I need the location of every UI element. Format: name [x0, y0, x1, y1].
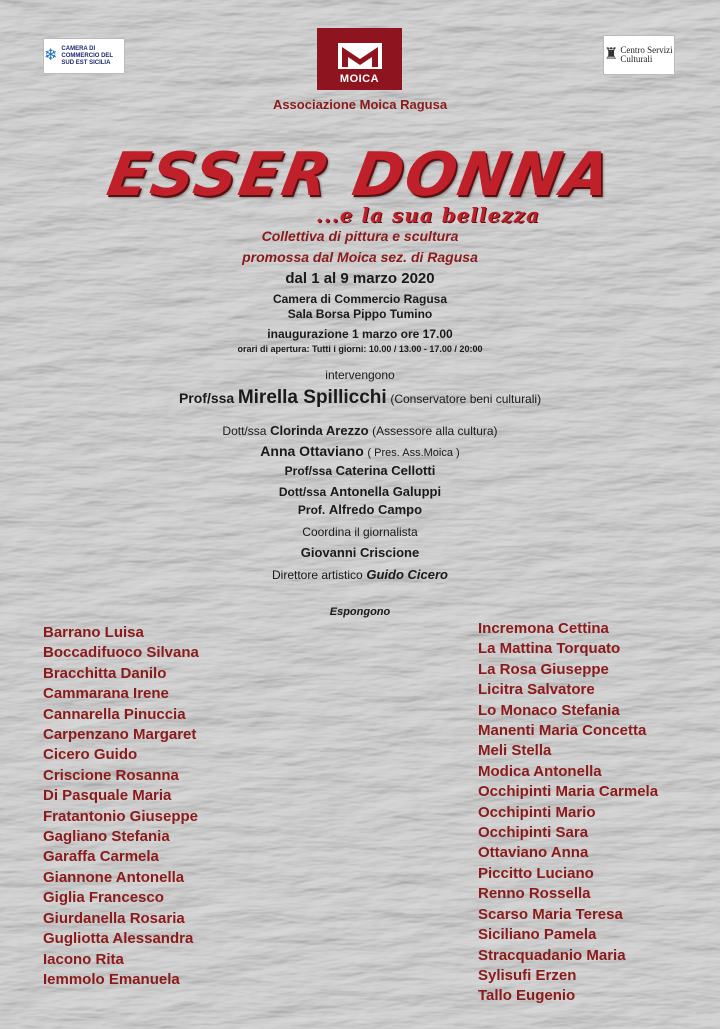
- speaker-title: Prof/ssa: [178, 390, 235, 406]
- exhibitor-name: Iemmolo Emanuela: [43, 970, 180, 988]
- association-name: Associazione Moica Ragusa: [272, 97, 448, 112]
- speaker-name: Caterina Cellotti: [335, 463, 436, 478]
- exhibitor-name: Cammarana Irene: [43, 685, 169, 703]
- exhibitor-name: Cicero Guido: [43, 746, 138, 764]
- chamber-logo-text: CAMERA DI COMMERCIO DEL SUD EST SICILIA: [61, 45, 113, 66]
- exhibitor-name: Sylisufi Erzen: [478, 966, 577, 984]
- inauguration-time: inaugurazione 1 marzo ore 17.00: [267, 327, 453, 341]
- speaker-title: Prof/ssa: [284, 464, 333, 478]
- director-name: Guido Cicero: [366, 567, 448, 582]
- intro-line-2: promossa dal Moica sez. di Ragusa: [242, 249, 478, 265]
- artistic-director: [0, 567, 720, 582]
- centro-servizi-culturali-logo: [603, 35, 675, 75]
- exhibitor-name: La Mattina Torquato: [478, 640, 621, 658]
- exhibitor-name: Boccadifuoco Silvana: [43, 644, 199, 662]
- exhibitor-name: Modica Antonella: [478, 762, 602, 780]
- exhibitor-name: Fratantonio Giuseppe: [43, 807, 199, 825]
- speaker-name: Alfredo Campo: [328, 502, 423, 517]
- exhibitor-name: Giurdanella Rosaria: [43, 909, 185, 927]
- director-label: Direttore artistico: [272, 568, 363, 582]
- speaker-4: [0, 484, 720, 499]
- venue-line-1: Camera di Commercio Ragusa: [272, 292, 448, 306]
- speaker-title: Prof.: [297, 503, 326, 517]
- speaker-title: Dott/ssa: [222, 424, 267, 438]
- exhibitor-name: Bracchitta Danilo: [43, 664, 167, 682]
- chamber-of-commerce-logo: [43, 38, 125, 74]
- speaker-role: ( Pres. Ass.Moica ): [367, 447, 460, 459]
- exhibitor-name: La Rosa Giuseppe: [478, 660, 609, 678]
- exhibitor-name: Cannarella Pinuccia: [43, 705, 186, 723]
- column-icon: ♜: [604, 46, 619, 63]
- exhibitor-name: Barrano Luisa: [43, 624, 144, 641]
- exhibitor-name: Gugliotta Alessandra: [43, 930, 194, 948]
- exhibitor-name: Piccitto Luciano: [478, 864, 594, 882]
- exhibitor-name: Renno Rossella: [478, 885, 591, 903]
- speaker-2: [0, 443, 720, 459]
- exhibitor-name: Garaffa Carmela: [43, 848, 159, 866]
- exhibitor-name: Siciliano Pamela: [478, 926, 597, 944]
- intro-line-1: Collettiva di pittura e scultura: [261, 228, 459, 244]
- exhibitor-name: Tallo Eugenio: [478, 987, 576, 1005]
- snowflake-icon: ❄: [44, 47, 58, 64]
- exhibitor-name: Ottaviano Anna: [478, 844, 589, 862]
- speaker-5: [0, 502, 720, 517]
- exhibitor-name: Occhipinti Maria Carmela: [478, 783, 659, 801]
- exhibitors-left-column: [43, 623, 199, 990]
- exhibitor-name: Incremona Cettina: [478, 620, 609, 637]
- event-dates: dal 1 al 9 marzo 2020: [285, 270, 435, 287]
- exhibitor-name: Giglia Francesco: [43, 889, 164, 907]
- exhibitor-name: Occhipinti Mario: [478, 803, 596, 821]
- exhibitor-name: Licitra Salvatore: [478, 681, 595, 699]
- centro-logo-text: Centro Servizi Culturali: [620, 45, 673, 64]
- poster-title: ESSER DONNA: [102, 140, 618, 210]
- opening-hours: orari di apertura: Tutti i giorni: 10.00 / 13.00 - 17.00 / 20:00: [237, 344, 483, 354]
- coordinator-name: Giovanni Criscione: [300, 545, 420, 560]
- exhibitor-name: Iacono Rita: [43, 950, 124, 968]
- exhibitor-name: Criscione Rosanna: [43, 766, 179, 784]
- main-speaker: [0, 387, 720, 409]
- speaker-role: (Conservatore beni culturali): [390, 392, 542, 406]
- speaker-name: Anna Ottaviano: [260, 443, 364, 459]
- coordinator-label: Coordina il giornalista: [302, 525, 418, 539]
- exhibitor-name: Manenti Maria Concetta: [478, 722, 647, 740]
- exhibitor-name: Lo Monaco Stefania: [478, 701, 620, 719]
- moica-logo-label: MOICA: [339, 73, 380, 85]
- speaker-name: Clorinda Arezzo: [270, 423, 369, 438]
- exhibitor-name: Occhipinti Sara: [478, 824, 589, 842]
- speaker-3: [0, 463, 720, 478]
- exhibitors-heading: Espongono: [329, 606, 391, 618]
- speaker-1: [0, 423, 720, 438]
- exhibitor-name: Meli Stella: [478, 742, 552, 760]
- speaker-title: Dott/ssa: [278, 485, 327, 499]
- poster-subtitle: ...e la sua bellezza: [315, 203, 540, 227]
- exhibitor-name: Giannone Antonella: [43, 868, 185, 886]
- exhibitor-name: Gagliano Stefania: [43, 828, 170, 846]
- speaker-name: Antonella Galuppi: [329, 484, 442, 499]
- speaker-name: Mirella Spillicchi: [237, 387, 387, 408]
- moica-emblem-icon: [338, 43, 382, 69]
- moica-logo: [317, 28, 402, 90]
- exhibitor-name: Scarso Maria Teresa: [478, 905, 623, 923]
- exhibitors-right-column: [478, 619, 658, 1007]
- speaker-role: (Assessore alla cultura): [372, 424, 498, 438]
- exhibitor-name: Di Pasquale Maria: [43, 787, 172, 805]
- venue-line-2: Sala Borsa Pippo Tumino: [287, 307, 433, 321]
- speakers-heading: intervengono: [325, 368, 395, 382]
- exhibitor-name: Stracquadanio Maria: [478, 946, 626, 964]
- exhibitor-name: Carpenzano Margaret: [43, 726, 197, 744]
